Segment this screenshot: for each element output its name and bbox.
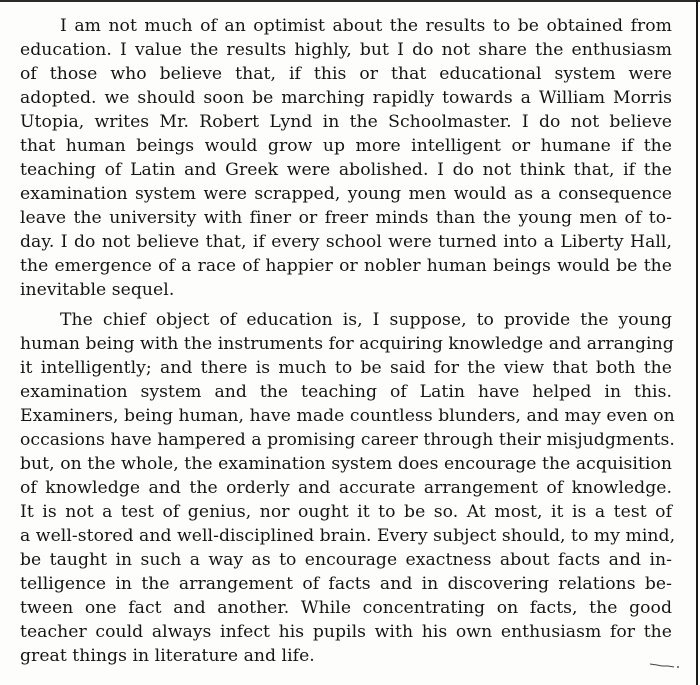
- paragraph-2: [20, 308, 676, 668]
- text-line: day. I do not believe that, if every school were turned into a Liberty Hall,: [20, 232, 672, 252]
- text-line: leave the university with finer or freer minds than the young men of to-: [20, 208, 672, 228]
- text-line: the emergence of a race of happier or nobler human beings would be the: [20, 256, 672, 276]
- text-line: Examiners, being human, have made countless blunders, and may even on: [20, 406, 675, 426]
- article-text: [20, 14, 676, 668]
- text-line: examination system and the teaching of Latin have helped in this.: [20, 382, 672, 402]
- text-line: a well-stored and well-disciplined brain. Every subject should, to my mind,: [20, 526, 676, 546]
- text-line: I am not much of an optimist about the results to be obtained from: [60, 16, 672, 36]
- text-line: examination system were scrapped, young men would as a consequence: [20, 184, 672, 204]
- text-line: teacher could always infect his pupils with his own enthusiasm for the: [20, 622, 672, 642]
- text-line: inevitable sequel.: [20, 280, 175, 300]
- text-line: tween one fact and another. While concentrating on facts, the good: [20, 598, 672, 618]
- text-line: telligence in the arrangement of facts and in discovering relations be-: [20, 574, 672, 594]
- text-line: great things in literature and life.: [20, 646, 315, 666]
- text-line: that human beings would grow up more intelligent or humane if the: [20, 136, 672, 156]
- text-line: It is not a test of genius, nor ought it to be so. At most, it is a test of: [20, 502, 672, 522]
- text-line: teaching of Latin and Greek were abolished. I do not think that, if the: [20, 160, 672, 180]
- scan-speck-mark: [648, 662, 682, 668]
- text-line: but, on the whole, the examination system does encourage the acquisition: [20, 454, 672, 474]
- text-line: adopted. we should soon be marching rapidly towards a William Morris: [20, 88, 672, 108]
- text-line: of those who believe that, if this or that educational system were: [20, 64, 672, 84]
- text-line: it intelligently; and there is much to be said for the view that both the: [20, 358, 672, 378]
- top-border-line: [0, 0, 700, 2]
- text-line: be taught in such a way as to encourage exactness about facts and in-: [20, 550, 672, 570]
- text-line: education. I value the results highly, but I do not share the enthusiasm: [20, 40, 672, 60]
- right-border-line: [696, 0, 698, 685]
- text-line: human being with the instruments for acquiring knowledge and arranging: [20, 334, 674, 354]
- text-line: The chief object of education is, I suppose, to provide the young: [60, 310, 672, 330]
- paragraph-1: [20, 14, 672, 302]
- text-line: Utopia, writes Mr. Robert Lynd in the Schoolmaster. I do not believe: [20, 112, 672, 132]
- text-line: of knowledge and the orderly and accurate arrangement of knowledge.: [20, 478, 672, 498]
- text-line: occasions have hampered a promising career through their misjudgments.: [20, 430, 675, 450]
